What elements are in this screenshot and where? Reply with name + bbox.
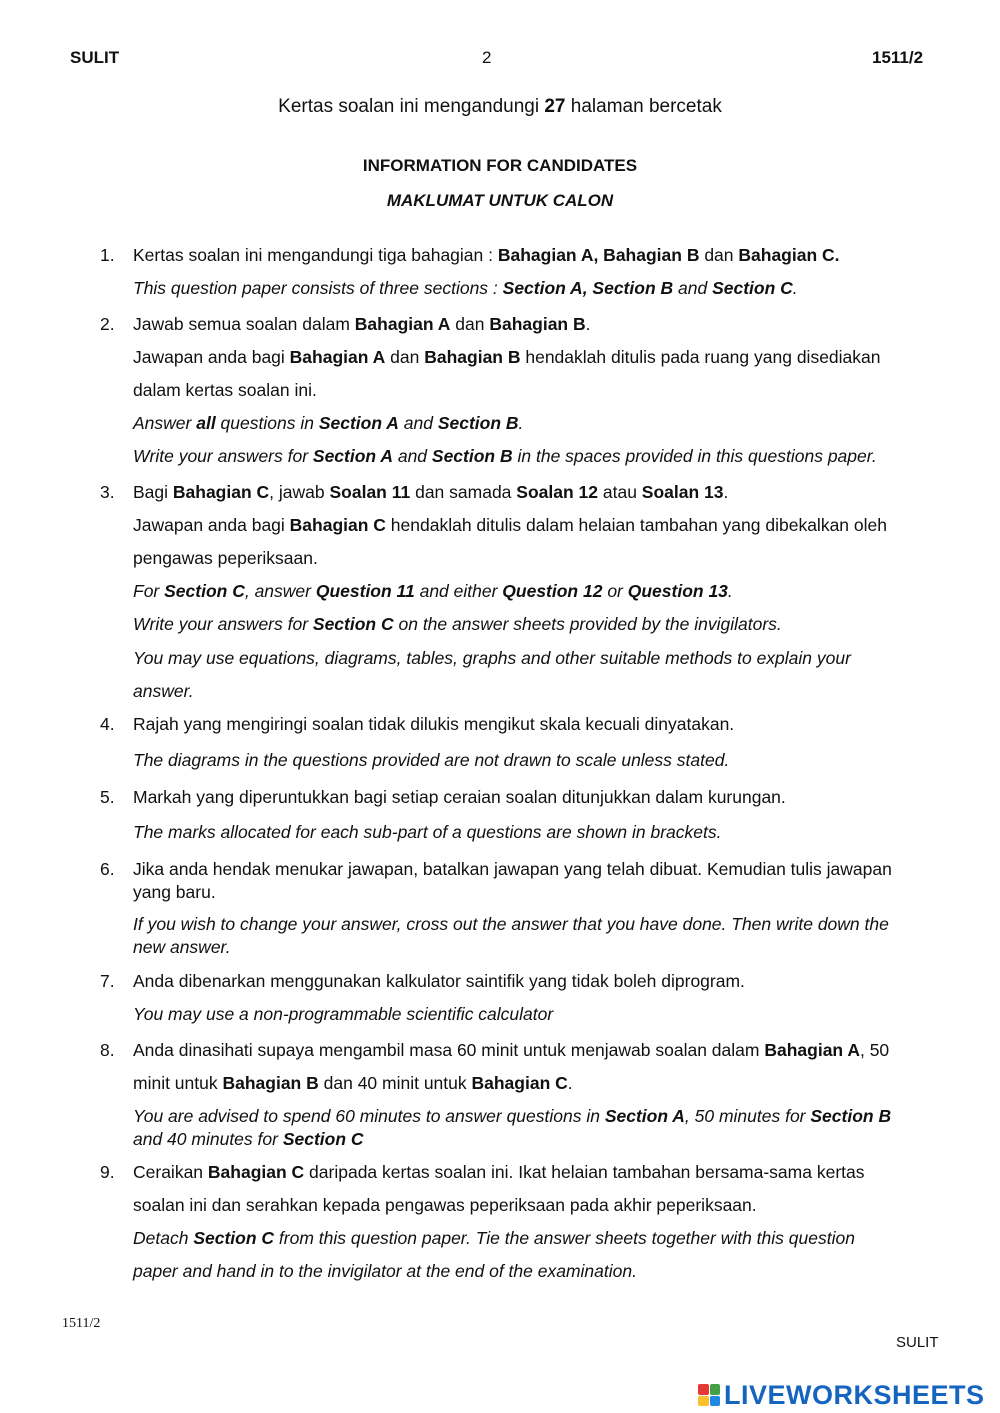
- item-9-malay-line-1: Ceraikan Bahagian C daripada kertas soalan ini. Ikat helaian tambahan bersama-sama kertas: [133, 1162, 865, 1182]
- item-number: 4.: [100, 714, 115, 734]
- item-2-english-line-2: Write your answers for Section A and Section B in the spaces provided in this questions paper.: [133, 446, 877, 466]
- item-number: 8.: [100, 1040, 115, 1060]
- footer-sulit: SULIT: [896, 1334, 939, 1351]
- item-2-malay-line-1: Jawab semua soalan dalam Bahagian A dan Bahagian B.: [133, 314, 591, 334]
- header-sulit: SULIT: [70, 48, 120, 67]
- item-5-malay: Markah yang diperuntukkan bagi setiap ceraian soalan ditunjukkan dalam kurungan.: [133, 787, 786, 807]
- item-8-english-line-1: You are advised to spend 60 minutes to answer questions in Section A, 50 minutes for Section B: [133, 1106, 892, 1126]
- item-2-malay-line-3: dalam kertas soalan ini.: [133, 380, 317, 400]
- item-number: 3.: [100, 482, 115, 502]
- item-8-malay-line-2: minit untuk Bahagian B dan 40 minit untuk Bahagian C.: [133, 1073, 573, 1093]
- title-english: INFORMATION FOR CANDIDATES: [362, 156, 638, 175]
- item-6-malay-line-1: Jika anda hendak menukar jawapan, batalkan jawapan yang telah dibuat. Kemudian tulis jawapan: [133, 859, 892, 879]
- footer-paper-code: 1511/2: [62, 1316, 101, 1331]
- item-number: 7.: [100, 971, 115, 991]
- title-malay: MAKLUMAT UNTUK CALON: [386, 191, 614, 210]
- item-4-malay: Rajah yang mengiringi soalan tidak dilukis mengikut skala kecuali dinyatakan.: [133, 714, 735, 734]
- item-1-english: This question paper consists of three sections : Section A, Section B and Section C.: [133, 278, 798, 298]
- item-9-english-line-2: paper and hand in to the invigilator at the end of the examination.: [133, 1261, 637, 1281]
- item-1-malay: Kertas soalan ini mengandungi tiga bahagian : Bahagian A, Bahagian B dan Bahagian C.: [133, 245, 840, 265]
- item-number: 1.: [100, 245, 115, 265]
- item-number: 6.: [100, 859, 115, 879]
- item-9-malay-line-2: soalan ini dan serahkan kepada pengawas peperiksaan pada akhir peperiksaan.: [133, 1195, 757, 1215]
- item-8-malay-line-1: Anda dinasihati supaya mengambil masa 60 minit untuk menjawab soalan dalam Bahagian A, 50: [133, 1040, 890, 1060]
- item-3-english-line-1: For Section C, answer Question 11 and either Question 12 or Question 13.: [133, 581, 733, 601]
- liveworksheets-wordmark: LIVEWORKSHEETS: [724, 1379, 985, 1410]
- page-count-line: Kertas soalan ini mengandungi 27 halaman bercetak: [278, 96, 722, 117]
- item-number: 2.: [100, 314, 115, 334]
- item-6-malay-line-2: yang baru.: [133, 882, 216, 902]
- item-2-malay-line-2: Jawapan anda bagi Bahagian A dan Bahagian B hendaklah ditulis pada ruang yang disediakan: [133, 347, 881, 367]
- item-2-english-line-1: Answer all questions in Section A and Section B.: [133, 413, 524, 433]
- item-8-english-line-2: and 40 minutes for Section C: [133, 1129, 364, 1149]
- item-3-english-line-4: answer.: [133, 681, 194, 701]
- item-3-malay-line-2: Jawapan anda bagi Bahagian C hendaklah ditulis dalam helaian tambahan yang dibekalkan oleh: [133, 515, 887, 535]
- item-number: 9.: [100, 1162, 115, 1182]
- item-number: 5.: [100, 787, 115, 807]
- item-6-english-line-1: If you wish to change your answer, cross out the answer that you have done. Then write down the: [133, 914, 889, 934]
- header-paper-code: 1511/2: [872, 48, 924, 67]
- page-number: 2: [482, 48, 492, 67]
- item-7-malay: Anda dibenarkan menggunakan kalkulator saintifik yang tidak boleh diprogram.: [133, 971, 745, 991]
- item-7-english: You may use a non-programmable scientific calculator: [133, 1004, 554, 1024]
- liveworksheets-logo: [698, 1380, 985, 1410]
- item-3-malay-line-3: pengawas peperiksaan.: [133, 548, 318, 568]
- item-6-english-line-2: new answer.: [133, 937, 231, 957]
- liveworksheets-logo-icon: [698, 1384, 720, 1406]
- item-9-english-line-1: Detach Section C from this question paper. Tie the answer sheets together with this question: [133, 1228, 855, 1248]
- item-3-english-line-3: You may use equations, diagrams, tables, graphs and other suitable methods to explain your: [133, 648, 851, 668]
- item-4-english: The diagrams in the questions provided are not drawn to scale unless stated.: [133, 750, 730, 770]
- item-5-english: The marks allocated for each sub-part of a questions are shown in brackets.: [133, 822, 722, 842]
- item-3-malay-line-1: Bagi Bahagian C, jawab Soalan 11 dan samada Soalan 12 atau Soalan 13.: [133, 482, 729, 502]
- item-3-english-line-2: Write your answers for Section C on the answer sheets provided by the invigilators.: [133, 614, 782, 634]
